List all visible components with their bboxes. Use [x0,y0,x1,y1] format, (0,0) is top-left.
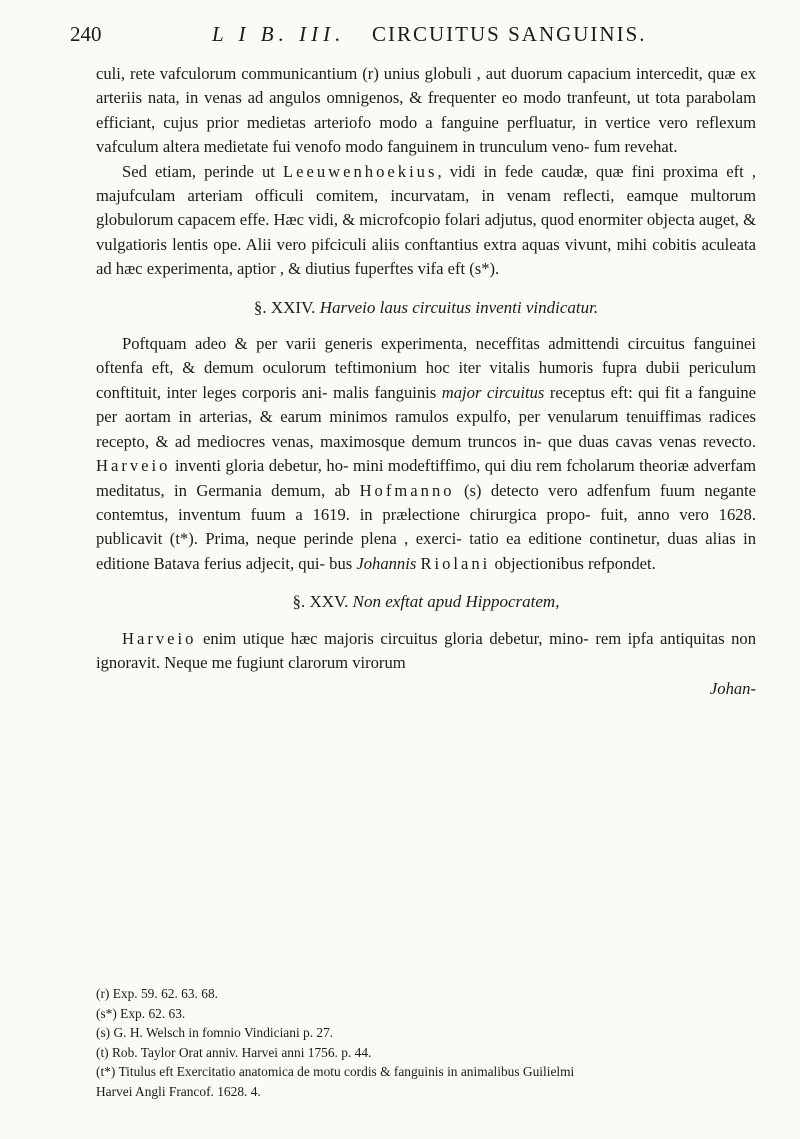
footnote: (r) Exp. 59. 62. 63. 68. [96,986,218,1001]
footnotes [96,984,756,1102]
page-number: 240 [70,22,102,46]
section-title: Harveio laus circuitus inventi vindicatur. [319,297,599,317]
section-number: §. XXV. [292,592,349,612]
paragraph-4: Harveio enim utique hæc majoris circuitus gloria debetur, mino- rem ipfa antiquitas non ignoravit. Neque me fugiunt clarorum virorum [96,628,756,672]
paragraph-2: Sed etiam, perinde ut Leeuwenhoekius, vidi in fede caudæ, quæ fini proxima eft , majufculam arteriam officuli comitem, incurvatam, in venam reflecti, eamque multorum globulorum capacem effe. Hæc vidi, & microfcopio folari adjutus, quod enormiter objecta auget, & vulgatioris lentis ope. Alii vero pifciculi aliis conftantius extra aquas vivunt, mihi cobitis aculeata ad hæc experimenta, aptior , & diutius fuperftes vifa eft (s*). [96,161,757,279]
paragraph-3: Poftquam adeo & per varii generis experimenta, neceffitas admittendi circuitus fanguinei oftenfa eft, & demum oculorum teftimonium hoc iter vitalis humoris fupra dubii periculum conftituit, inter leges corporis ani- malis fanguinis major circuitus receptus eft: qui fit a fanguine per aortam in arterias, & earum minimos ramulos expulfo, per venularum tenuiffimas radices recepto, & ad mediocres venas, maximosque demum truncos in- que duas cavas venas revecto. Harveio inventi gloria debetur, ho- mini modeftiffimo, qui diu rem fcholarum theoriæ adverfam meditatus, in Germania demum, ab Hofmanno (s) detecto vero adfenfum fuum negante contemtus, inventum fuum a 1619. in prælectione chirurgica propo- fuit, anno vero 1628. publicavit (t*). Prima, neque perinde plena , exerci- tatio ea editione continetur, duas alias in editione Batava ferius adjecit, qui- bus Johannis Riolani objectionibus refpondet. [96,334,757,573]
section-heading-24 [96,296,756,320]
running-header [70,20,750,56]
paragraph-1: culi, rete vafculorum communicantium (r) unius globuli , aut duorum capacium intercedit, quæ ex arteriis nata, in venas ad angulos omnigenos, & frequenter eo modo tranfeunt, ut tota parabolam efficiant, cujus prior medietas arteriofo modo a fanguine perfluatur, in vertice vero reflexum vafculum altera medietate fui venofo modo fanguinem in trunculum veno- fum revehat. [96,64,756,157]
footnote: (s*) Exp. 62. 63. [96,1005,186,1021]
footnote: Harvei Angli Francof. 1628. 4. [96,1083,261,1099]
book-number: L I B. III. [212,22,346,46]
main-text [96,62,756,702]
author-name: Leeuwenhoekius [283,161,438,181]
catchword: Johan- [709,679,756,699]
footnote: (t*) Titulus eft Exercitatio anatomica de motu cordis & fanguinis in animalibus Guilielmi [96,1064,575,1080]
author-name: Harveio [122,628,197,648]
section-heading-25 [96,590,756,614]
author-name: Harveio [96,456,171,476]
running-title: CIRCUITUS SANGUINIS. [372,22,647,46]
section-title: Non exftat apud Hippocratem, [352,592,560,612]
footnote: (t) Rob. Taylor Orat anniv. Harvei anni 1756. p. 44. [96,1044,372,1060]
section-number: §. XXIV. [253,297,316,317]
author-name: Riolani [420,553,491,573]
author-name: Hofmanno [359,480,455,500]
footnote: (s) G. H. Welsch in fomnio Vindiciani p. 27. [96,1025,334,1041]
